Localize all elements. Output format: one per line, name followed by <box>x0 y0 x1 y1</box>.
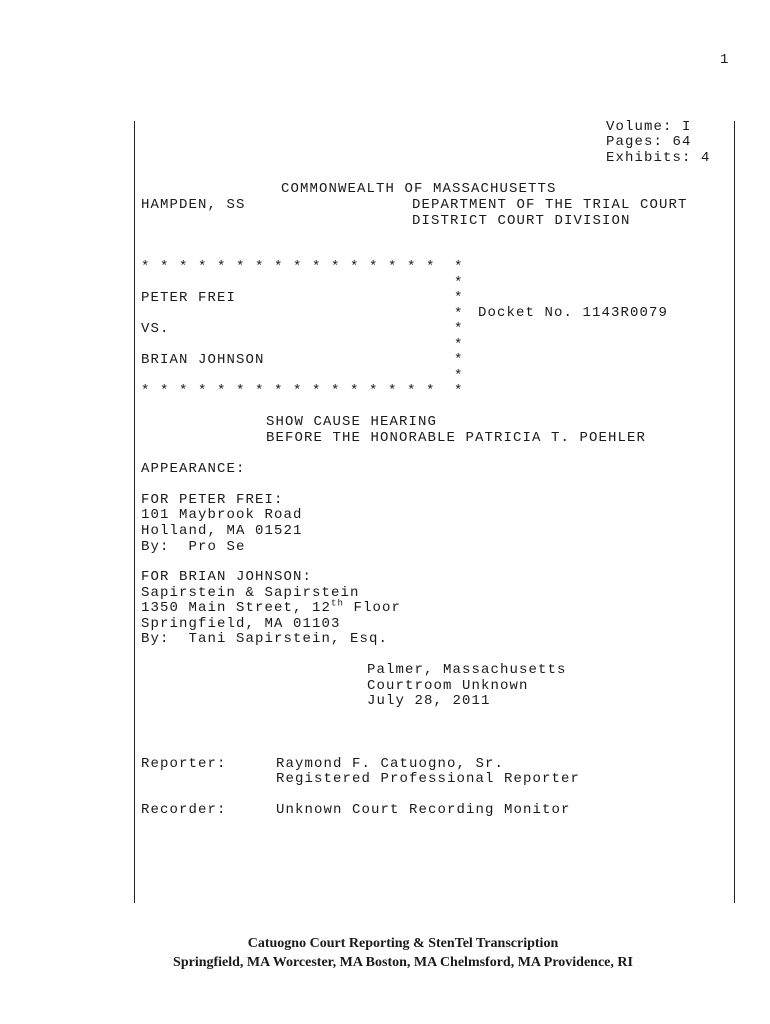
plaintiff-appearance-by: By: Pro Se <box>141 539 246 555</box>
department-label: DEPARTMENT OF THE TRIAL COURT <box>412 197 688 213</box>
pages-label: Pages: 64 <box>606 134 692 150</box>
defendant-name: BRIAN JOHNSON <box>141 352 265 368</box>
plaintiff-appearance-city: Holland, MA 01521 <box>141 523 303 539</box>
footer-company: Catuogno Court Reporting & StenTel Transcription <box>247 936 559 951</box>
street-text: 1350 Main Street, 12 <box>141 600 332 616</box>
county-label: HAMPDEN, SS <box>141 197 246 213</box>
caption-star-row-bottom: * * * * * * * * * * * * * * * * <box>141 383 436 399</box>
reporter-label: Reporter: <box>141 756 227 772</box>
defendant-attorney: By: Tani Sapirstein, Esq. <box>141 631 389 647</box>
footer-locations: Springfield, MA Worcester, MA Boston, MA Chelmsford, MA Providence, RI <box>173 955 633 970</box>
versus-label: VS. <box>141 321 170 337</box>
right-margin-line <box>734 121 735 903</box>
street-ordinal-suffix: th <box>331 598 345 609</box>
exhibits-label: Exhibits: 4 <box>606 150 711 166</box>
location-courtroom: Courtroom Unknown <box>367 678 529 694</box>
page-number: 1 <box>720 52 730 68</box>
hearing-title: SHOW CAUSE HEARING <box>266 414 438 430</box>
street-floor: Floor <box>344 600 402 616</box>
location-city: Palmer, Massachusetts <box>367 662 567 678</box>
plaintiff-appearance-street: 101 Maybrook Road <box>141 507 303 523</box>
reporter-title: Registered Professional Reporter <box>276 771 581 787</box>
reporter-name: Raymond F. Catuogno, Sr. <box>276 756 505 772</box>
plaintiff-name: PETER FREI <box>141 290 237 306</box>
defendant-firm-street <box>141 598 402 617</box>
defendant-appearance-for: FOR BRIAN JOHNSON: <box>141 569 313 585</box>
volume-label: Volume: I <box>606 119 692 135</box>
caption-star-column: * * * * * * * * * <box>454 259 464 399</box>
recorder-label: Recorder: <box>141 802 227 818</box>
recorder-name: Unknown Court Recording Monitor <box>276 802 571 818</box>
defendant-firm: Sapirstein & Sapirstein <box>141 585 360 601</box>
caption-star-row-top: * * * * * * * * * * * * * * * * <box>141 259 436 275</box>
commonwealth-heading: COMMONWEALTH OF MASSACHUSETTS <box>281 181 557 197</box>
division-label: DISTRICT COURT DIVISION <box>412 213 631 229</box>
hearing-date: July 28, 2011 <box>367 693 491 709</box>
docket-number: Docket No. 1143R0079 <box>478 305 669 321</box>
defendant-firm-city: Springfield, MA 01103 <box>141 616 341 632</box>
left-margin-line <box>134 121 135 903</box>
appearance-heading: APPEARANCE: <box>141 461 246 477</box>
hearing-judge: BEFORE THE HONORABLE PATRICIA T. POEHLER <box>266 430 647 446</box>
plaintiff-appearance-for: FOR PETER FREI: <box>141 492 284 508</box>
